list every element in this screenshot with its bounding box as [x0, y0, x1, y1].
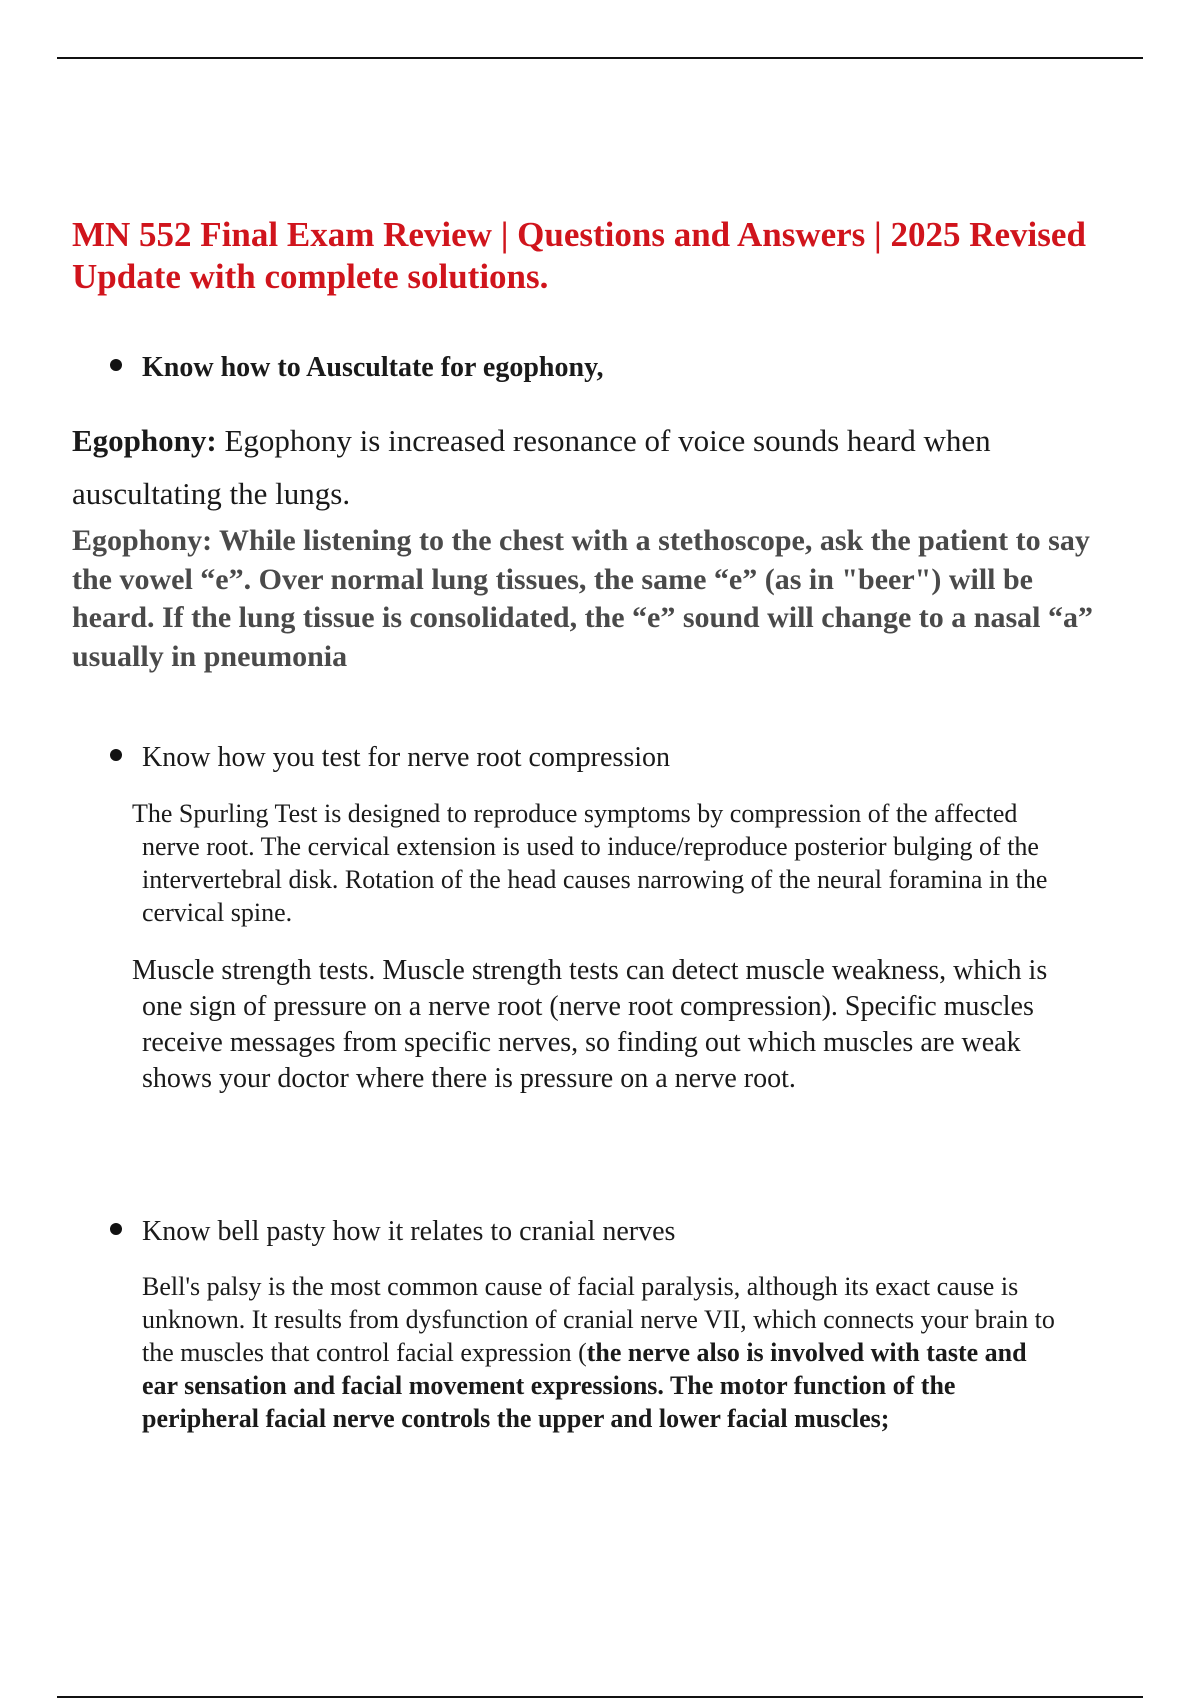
bullet-text: Know bell pasty how it relates to cranial nerves	[142, 1216, 676, 1247]
bullet-egophony	[110, 352, 1110, 384]
bullet-dot-icon	[110, 1223, 122, 1235]
definition-text: Egophony is increased resonance of voice sounds heard when auscultating the lungs.	[72, 423, 991, 511]
bottom-rule	[57, 1696, 1143, 1698]
bullet-dot-icon	[110, 749, 122, 761]
bullet-nerve-root	[110, 742, 1110, 774]
bullet-bells-palsy	[110, 1216, 1110, 1248]
spurling-test-paragraph: The Spurling Test is designed to reproduce symptoms by compression of the affected nerve root. The cervical extension is used to induce/reproduce posterior bulging of the intervertebral disk. Rotation of the head causes narrowing of the neural foramina in the cervical spine.	[132, 799, 1048, 927]
bells-bold-text: the nerve also is involved with taste and ear sensation and facial movement expressions. The motor function of the peripheral facial nerve controls the upper and lower facial muscles;	[142, 1338, 1027, 1433]
egophony-definition	[72, 414, 1112, 520]
definition-label: Egophony:	[72, 423, 217, 458]
top-rule	[57, 57, 1143, 59]
document-title: MN 552 Final Exam Review | Questions and Answers | 2025 Revised Update with complete solutions.	[72, 215, 1086, 296]
bells-palsy-paragraph	[142, 1270, 1062, 1435]
muscle-strength-paragraph: Muscle strength tests. Muscle strength tests can detect muscle weakness, which is one sign of pressure on a nerve root (nerve root compression). Specific muscles receive messages from specific nerves, so finding out which muscles are weak shows your doctor where there is pressure on a nerve root.	[132, 955, 1048, 1094]
bells-plain-text: Bell's palsy is the most common cause of facial paralysis, although its exact cause is unknown. It results from dysfunction of cranial nerve VII, which connects your brain to the muscles that control facial expression (	[142, 1272, 1055, 1367]
egophony-test: Egophony: While listening to the chest with a stethoscope, ask the patient to say the vowel “e”. Over normal lung tissues, the same “e” (as in "beer") will be heard. If the lung tissue is consolidated, the “e” sound will change to a nasal “a” usually in pneumonia	[72, 524, 1093, 673]
bullet-dot-icon	[110, 359, 122, 371]
bullet-text: Know how to Auscultate for egophony,	[142, 352, 604, 383]
bullet-text: Know how you test for nerve root compression	[142, 742, 671, 773]
